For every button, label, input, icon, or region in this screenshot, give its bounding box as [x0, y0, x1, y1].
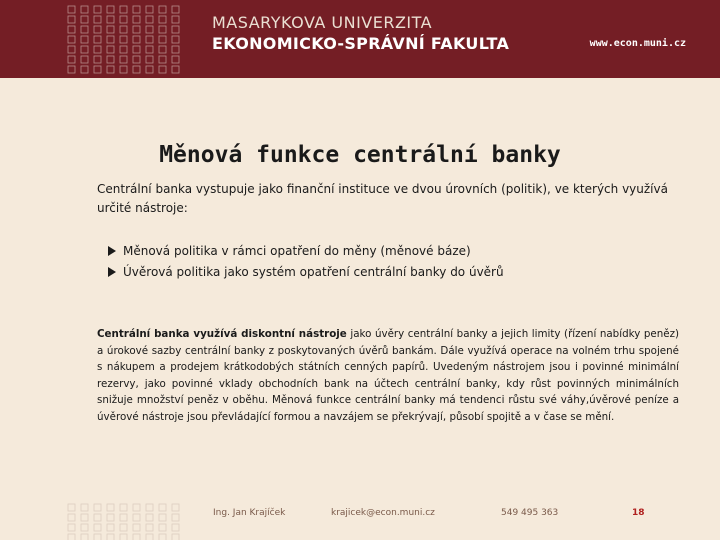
slide-title: Měnová funkce centrální banky [159, 142, 561, 168]
paragraph-lead: Centrální banka využívá diskontní nástroje [97, 328, 347, 340]
bullet-text: Měnová politika v rámci opatření do měny (měnové báze) [123, 243, 471, 258]
intro-text: Centrální banka vystupuje jako finanční instituce ve dvou úrovních (politik), ve kterých využívá určité nástroje: [97, 182, 668, 215]
arrow-bullet-icon [108, 267, 116, 277]
university-name: MASARYKOVA UNIVERZITA [212, 13, 433, 32]
footer-author: Ing. Jan Krajíček [213, 508, 286, 518]
faculty-url[interactable]: www.econ.muni.cz [589, 38, 686, 49]
list-item [108, 240, 504, 261]
body-paragraph [97, 326, 679, 426]
footer-phone: 549 495 363 [501, 508, 559, 518]
faculty-name: EKONOMICKO-SPRÁVNÍ FAKULTA [212, 34, 510, 53]
paragraph-text: jako úvěry centrální banky a jejich limity (řízení nabídky peněz) a úrokové sazby centrální banky z poskytovaných úvěrů bankám. Dále využívá operace na volném trhu spojené s nákupem a prodejem krátkodobých státních cenných papírů. Uvedeným nástrojem jsou i povinné minimální rezervy, jako povinné vklady obchodních bank na účtech centrální banky, kdy růst povinných minimálních snižuje množství peněz v oběhu. Měnová funkce centrální banky má tendenci růstu své váhy,úvěrové peníze a úvěrové nástroje jsou převládající formou a navzájem se překrývají, působí spojitě a v čase se mění. [97, 328, 679, 423]
list-item [108, 261, 504, 282]
bullet-list [108, 240, 504, 282]
page-number: 18 [632, 508, 645, 518]
bullet-text: Úvěrová politika jako systém opatření centrální banky do úvěrů [123, 264, 504, 279]
footer [0, 496, 720, 540]
logo-letter-pattern [66, 4, 190, 76]
footer-letter-pattern [66, 502, 190, 540]
arrow-bullet-icon [108, 246, 116, 256]
header-bar [0, 0, 720, 78]
footer-email[interactable]: krajicek@econ.muni.cz [331, 508, 435, 518]
